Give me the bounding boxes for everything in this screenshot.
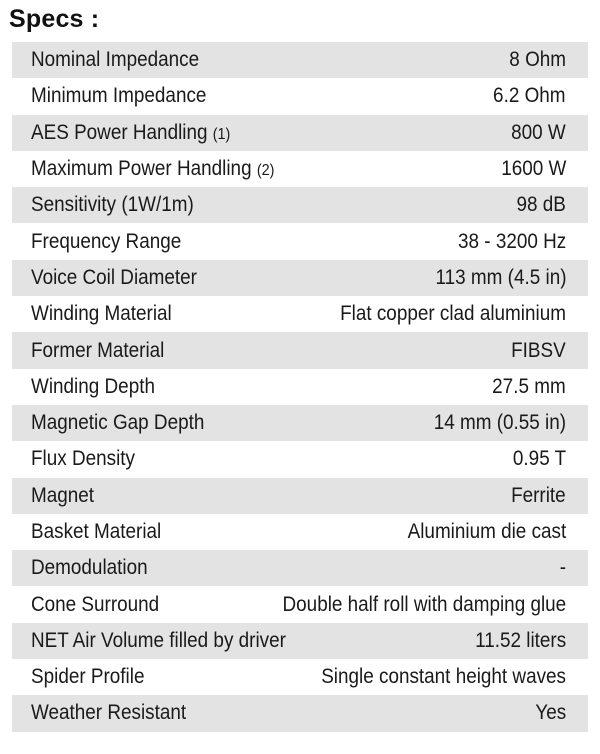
spec-label	[31, 230, 181, 254]
spec-value: 98 dB	[516, 193, 566, 217]
spec-label-text: Basket Material	[31, 520, 162, 543]
spec-value: Single constant height waves	[321, 665, 566, 689]
spec-row	[12, 151, 588, 187]
spec-row	[12, 695, 588, 731]
spec-label	[31, 266, 197, 290]
spec-row	[12, 332, 588, 368]
spec-value: 6.2 Ohm	[493, 84, 566, 108]
spec-label	[31, 339, 164, 363]
spec-row	[12, 659, 588, 695]
spec-row	[12, 623, 588, 659]
spec-label-text: Winding Material	[31, 302, 172, 326]
spec-label	[31, 302, 172, 326]
spec-label-text: AES Power Handling	[31, 120, 208, 144]
spec-label-text: Cone Surround	[31, 592, 160, 616]
spec-value: Flat copper clad aluminium	[340, 302, 566, 326]
spec-label	[31, 375, 155, 399]
spec-label	[31, 447, 135, 471]
spec-row	[12, 550, 588, 586]
page-title: Specs :	[9, 5, 100, 33]
spec-label-text: Magnet	[31, 483, 95, 507]
spec-label	[31, 121, 230, 145]
spec-value: 27.5 mm	[492, 374, 566, 398]
spec-label-text: Demodulation	[31, 556, 148, 580]
spec-row	[12, 187, 588, 223]
spec-label	[31, 84, 206, 108]
spec-row	[12, 369, 588, 405]
spec-row	[12, 296, 588, 332]
spec-row	[12, 514, 588, 550]
spec-row	[12, 78, 588, 114]
spec-footnote-marker: (2)	[256, 162, 275, 180]
spec-label-text: Former Material	[31, 338, 165, 362]
spec-label-text: Frequency Range	[31, 229, 182, 253]
spec-value: -	[559, 556, 566, 580]
spec-label	[31, 48, 199, 72]
spec-row	[12, 115, 588, 151]
spec-label	[31, 193, 194, 217]
spec-label-text: Nominal Impedance	[31, 48, 200, 72]
spec-value: Aluminium die cast	[407, 520, 566, 543]
spec-label	[31, 411, 204, 435]
spec-row	[12, 405, 588, 441]
spec-row	[12, 441, 588, 477]
spec-label	[31, 520, 161, 544]
spec-row	[12, 586, 588, 622]
spec-label-text: NET Air Volume filled by driver	[31, 628, 286, 652]
spec-value: 113 mm (4.5 in)	[435, 265, 566, 289]
spec-value: 14 mm (0.55 in)	[433, 411, 566, 435]
spec-row	[12, 42, 588, 78]
spec-value: 0.95 T	[512, 447, 566, 471]
specs-table	[12, 42, 588, 732]
spec-label-text: Maximum Power Handling	[31, 157, 252, 181]
spec-row	[12, 260, 588, 296]
spec-label	[31, 593, 159, 617]
spec-value: Ferrite	[511, 483, 566, 507]
spec-label-text: Sensitivity (1W/1m)	[31, 193, 194, 217]
spec-row	[12, 223, 588, 259]
spec-label-text: Winding Depth	[31, 374, 155, 398]
spec-value: 11.52 liters	[474, 628, 566, 652]
spec-label-text: Flux Density	[31, 447, 135, 471]
spec-label	[31, 629, 286, 653]
spec-label	[31, 701, 186, 725]
spec-footnote-marker: (1)	[212, 125, 231, 143]
spec-label-text: Voice Coil Diameter	[31, 265, 197, 289]
spec-value: 38 - 3200 Hz	[457, 229, 566, 253]
spec-label	[31, 157, 274, 181]
spec-value: 800 W	[511, 120, 566, 144]
spec-value: Yes	[535, 701, 566, 725]
spec-label-text: Minimum Impedance	[31, 84, 207, 108]
spec-label	[31, 556, 148, 580]
spec-label-text: Weather Resistant	[31, 701, 187, 725]
spec-value: Double half roll with damping glue	[282, 592, 566, 616]
spec-row	[12, 478, 588, 514]
spec-label-text: Spider Profile	[31, 665, 145, 689]
spec-label	[31, 484, 94, 508]
spec-value: FIBSV	[511, 338, 566, 362]
spec-label	[31, 665, 144, 689]
spec-label-text: Magnetic Gap Depth	[31, 411, 205, 435]
spec-value: 8 Ohm	[509, 48, 566, 72]
spec-value: 1600 W	[500, 157, 566, 181]
